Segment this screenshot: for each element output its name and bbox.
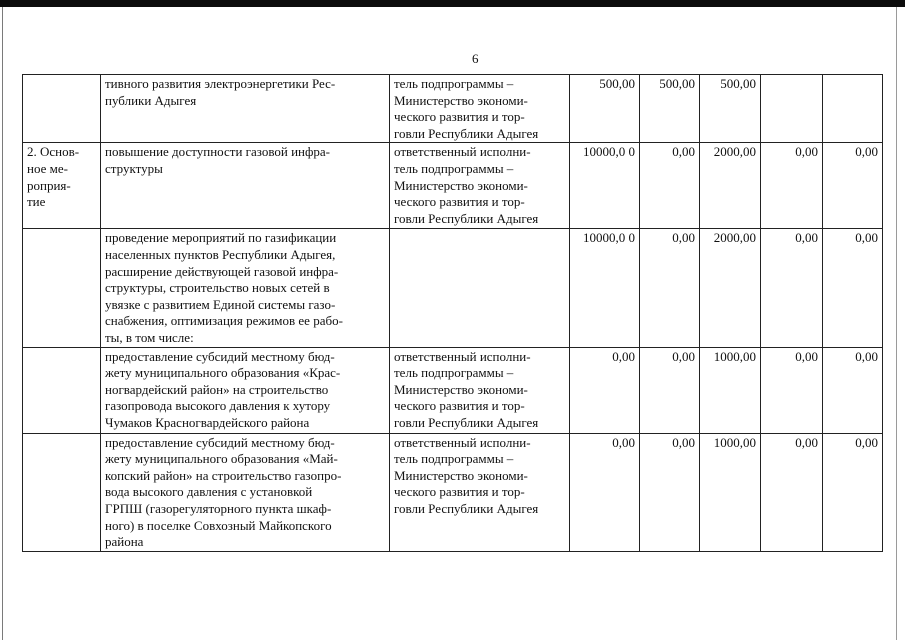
event-description-cell-line: снабжения, оптимизация режимов ее рабо- xyxy=(105,313,343,329)
funding-value-cell: 2000,00 xyxy=(700,229,761,347)
event-description-cell-line: вода высокого давления с установкой xyxy=(105,484,313,500)
scan-top-edge xyxy=(0,0,905,7)
event-description-cell xyxy=(101,143,390,229)
event-description-cell-line: ногвардейский район» на строительство xyxy=(105,381,329,397)
event-number-cell xyxy=(23,229,101,347)
funding-value-cell: 500,00 xyxy=(570,75,640,143)
event-description-cell-line: Чумаков Красногвардейского района xyxy=(105,414,310,430)
responsible-executor-cell-line: говли Республики Адыгея xyxy=(394,125,539,141)
funding-value-cell: 0,00 xyxy=(823,143,883,229)
responsible-executor-cell xyxy=(390,433,570,551)
responsible-executor-cell xyxy=(390,75,570,143)
table-row xyxy=(23,75,883,143)
event-description-cell-line: расширение действующей газовой инфра- xyxy=(105,263,339,279)
event-description-cell-line: района xyxy=(105,534,144,550)
event-description-cell-line: публики Адыгея xyxy=(105,92,197,108)
responsible-executor-cell-line: говли Республики Адыгея xyxy=(394,210,539,226)
responsible-executor-cell-line: ответственный исполни- xyxy=(394,144,531,160)
event-number-cell-line: 2. Основ- xyxy=(27,144,80,160)
event-description-cell-line: повышение доступности газовой инфра- xyxy=(105,144,331,160)
event-description-cell-line: копский район» на строительство газопро- xyxy=(105,467,342,483)
funding-value-cell: 500,00 xyxy=(640,75,700,143)
responsible-executor-cell-line: ческого развития и тор- xyxy=(394,194,525,210)
funding-value-cell: 0,00 xyxy=(761,229,823,347)
responsible-executor-cell-line: Министерство экономи- xyxy=(394,467,528,483)
funding-value-cell: 0,00 xyxy=(640,433,700,551)
program-table xyxy=(22,74,883,552)
scan-right-edge xyxy=(896,7,897,640)
scan-left-edge xyxy=(2,7,3,640)
event-description-cell-line: структуры xyxy=(105,160,163,176)
funding-value-cell: 0,00 xyxy=(761,433,823,551)
responsible-executor-cell-line: говли Республики Адыгея xyxy=(394,414,539,430)
event-description-cell-line: увязке с развитием Единой системы газо- xyxy=(105,296,336,312)
event-description-cell xyxy=(101,75,390,143)
event-description-cell-line: проведение мероприятий по газификации xyxy=(105,230,337,246)
funding-value-cell: 2000,00 xyxy=(700,143,761,229)
event-number-cell xyxy=(23,433,101,551)
event-description-cell-line: предоставление субсидий местному бюд- xyxy=(105,348,335,364)
funding-value-cell: 0,00 xyxy=(823,229,883,347)
responsible-executor-cell-line: Министерство экономи- xyxy=(394,381,528,397)
responsible-executor-cell-line: тель подпрограммы – xyxy=(394,76,514,91)
responsible-executor-cell xyxy=(390,229,570,347)
responsible-executor-cell-line: Министерство экономи- xyxy=(394,92,528,108)
funding-value-cell: 0,00 xyxy=(761,143,823,229)
event-description-cell-line: ГРПШ (газорегуляторного пункта шкаф- xyxy=(105,500,332,516)
responsible-executor-cell-line: тель подпрограммы – xyxy=(394,365,514,381)
funding-value-cell: 0,00 xyxy=(823,433,883,551)
funding-value-cell: 0,00 xyxy=(640,143,700,229)
responsible-executor-cell-line: ответственный исполни- xyxy=(394,434,531,450)
event-description-cell-line: жету муниципального образования «Май- xyxy=(105,451,338,467)
responsible-executor-cell-line: говли Республики Адыгея xyxy=(394,500,539,516)
event-description-cell-line: ты, в том числе: xyxy=(105,329,194,345)
responsible-executor-cell-line: тель подпрограммы – xyxy=(394,160,514,176)
event-description-cell xyxy=(101,433,390,551)
table-row xyxy=(23,347,883,433)
event-number-cell xyxy=(23,75,101,143)
funding-value-cell: 0,00 xyxy=(640,229,700,347)
funding-value-cell: 0,00 xyxy=(640,347,700,433)
event-number-cell-line: тие xyxy=(27,194,46,210)
event-description-cell-line: тивного развития электроэнергетики Рес- xyxy=(105,76,336,91)
event-description-cell-line: населенных пунктов Республики Адыгея, xyxy=(105,246,336,262)
event-number-cell-line: ное ме- xyxy=(27,160,68,176)
page-number: 6 xyxy=(472,51,479,66)
funding-value-cell: 0,00 xyxy=(570,433,640,551)
table-row xyxy=(23,433,883,551)
event-number-cell xyxy=(23,143,101,229)
event-number-cell-line: роприя- xyxy=(27,177,71,193)
funding-value-cell xyxy=(761,75,823,143)
funding-value-cell: 1000,00 xyxy=(700,347,761,433)
table-row xyxy=(23,229,883,347)
funding-value-cell: 0,00 xyxy=(823,347,883,433)
responsible-executor-cell-line: ческого развития и тор- xyxy=(394,398,525,414)
responsible-executor-cell xyxy=(390,347,570,433)
funding-value-cell: 0,00 xyxy=(761,347,823,433)
funding-value-cell xyxy=(823,75,883,143)
event-description-cell-line: газопровода высокого давления к хутору xyxy=(105,398,331,414)
funding-value-cell: 500,00 xyxy=(700,75,761,143)
responsible-executor-cell-line: ответственный исполни- xyxy=(394,348,531,364)
event-description-cell-line: структуры, строительство новых сетей в xyxy=(105,280,330,296)
event-description-cell-line: жету муниципального образования «Крас- xyxy=(105,365,341,381)
responsible-executor-cell xyxy=(390,143,570,229)
funding-value-cell: 10000,0 0 xyxy=(570,143,640,229)
funding-value-cell: 10000,0 0 xyxy=(570,229,640,347)
responsible-executor-cell-line: тель подпрограммы – xyxy=(394,451,514,467)
responsible-executor-cell-line: Министерство экономи- xyxy=(394,177,528,193)
event-number-cell xyxy=(23,347,101,433)
event-description-cell-line: ного) в поселке Совхозный Майкопского xyxy=(105,517,332,533)
table-row xyxy=(23,143,883,229)
event-description-cell xyxy=(101,347,390,433)
event-description-cell xyxy=(101,229,390,347)
responsible-executor-cell-line: ческого развития и тор- xyxy=(394,109,525,125)
funding-value-cell: 0,00 xyxy=(570,347,640,433)
funding-value-cell: 1000,00 xyxy=(700,433,761,551)
responsible-executor-cell-line: ческого развития и тор- xyxy=(394,484,525,500)
event-description-cell-line: предоставление субсидий местному бюд- xyxy=(105,434,335,450)
